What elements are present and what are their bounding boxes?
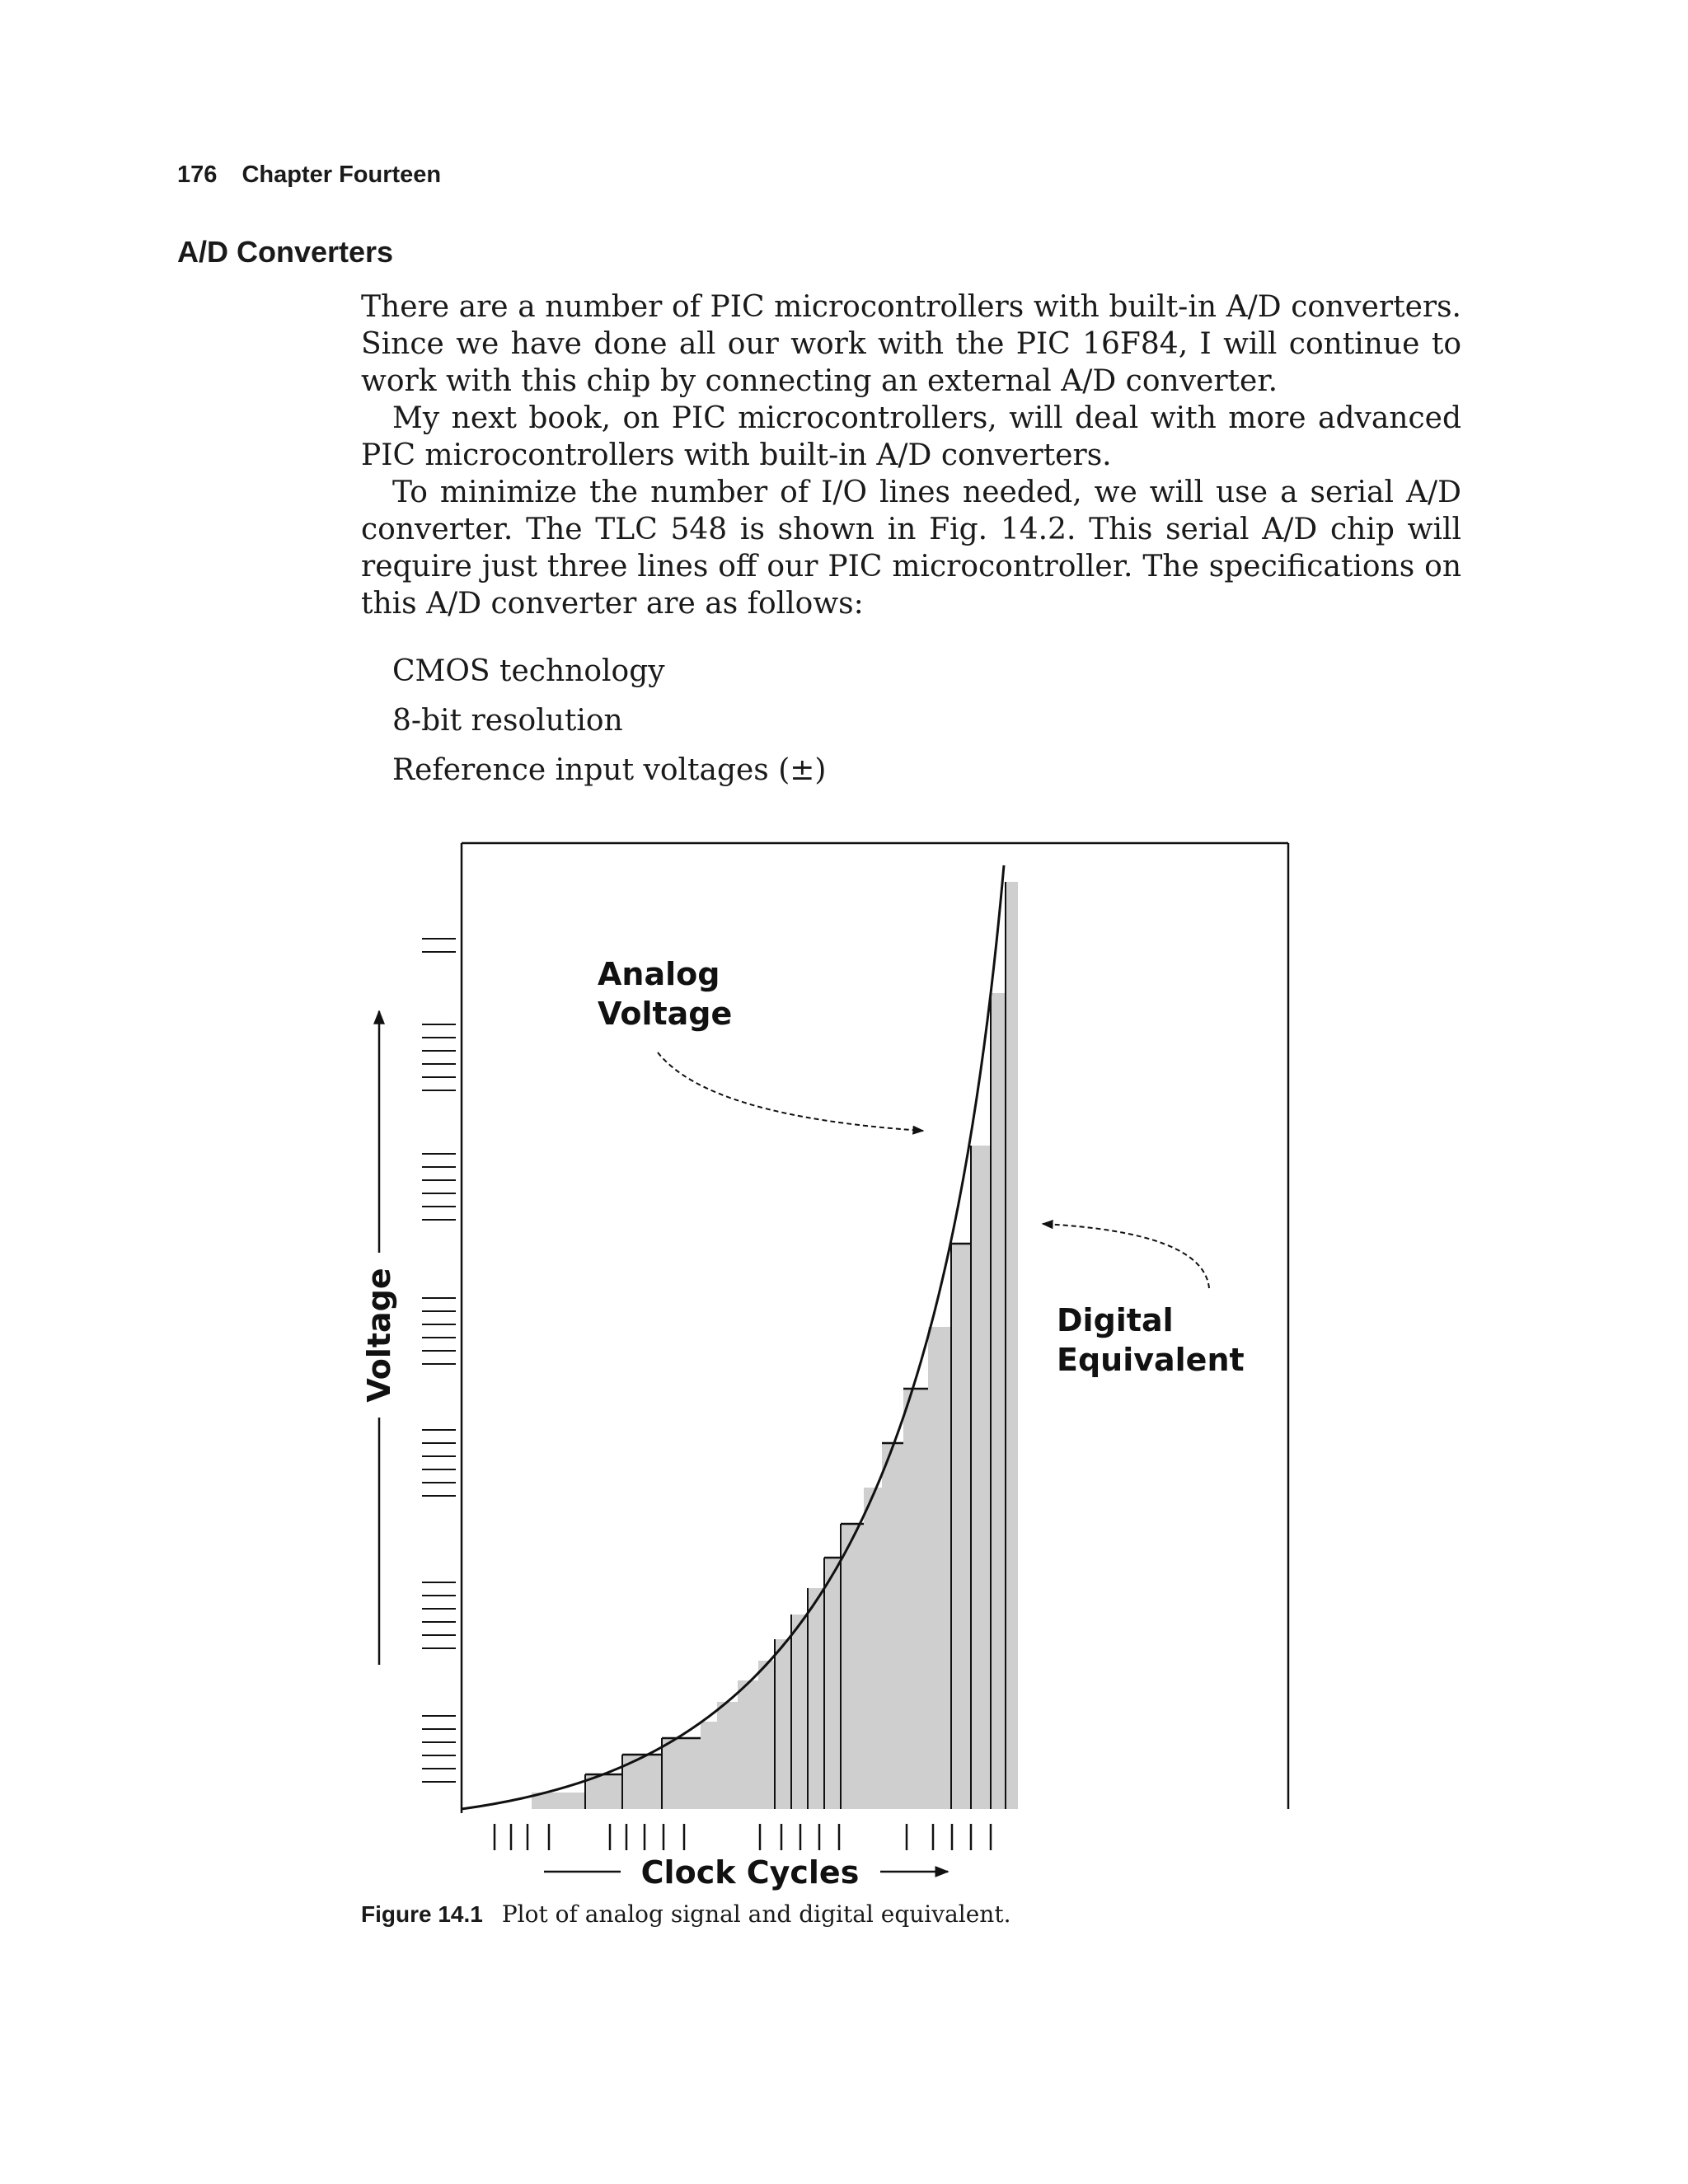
y-axis-label: Voltage <box>361 1268 397 1403</box>
digital-pointer-arrow <box>1043 1224 1209 1288</box>
paragraph-3: To minimize the number of I/O lines needed, we will use a serial A/D converter. The TLC 548 is shown in Fig. 14.2. This serial A/D chip will require just three lines off our PIC microcontroller. The specifications on this A/D converter are as follows: <box>361 476 1461 621</box>
digital-equivalent-label-line2: Equivalent <box>1057 1342 1245 1378</box>
spec-item: CMOS technology <box>392 654 665 688</box>
x-axis-label: Clock Cycles <box>640 1854 860 1891</box>
figure-caption <box>361 1900 1010 1929</box>
section-title: A/D Converters <box>177 235 394 269</box>
spec-item: Reference input voltages (±) <box>392 753 827 787</box>
body-text <box>361 288 1461 622</box>
analog-voltage-label-line1: Analog <box>598 956 720 992</box>
y-axis-ticks <box>422 939 456 1782</box>
running-head <box>177 162 441 189</box>
caption-text: Plot of analog signal and digital equivalent. <box>501 1900 1011 1928</box>
x-axis-ticks <box>495 1824 991 1850</box>
spec-list <box>392 647 826 795</box>
caption-label: Figure 14.1 <box>361 1901 483 1927</box>
paragraph-2: My next book, on PIC microcontrollers, will deal with more advanced PIC microcontrollers with built-in A/D converters. <box>361 401 1461 472</box>
analog-pointer-arrow <box>658 1052 923 1131</box>
chapter-title: Chapter Fourteen <box>241 162 442 188</box>
figure-analog-digital <box>346 837 1311 1900</box>
analog-voltage-label-line2: Voltage <box>598 996 733 1032</box>
page-number: 176 <box>177 162 218 188</box>
spec-item: 8-bit resolution <box>392 704 623 738</box>
paragraph-1: There are a number of PIC microcontrollers with built-in A/D converters. Since we have done all our work with the PIC 16F84, I will continue to work with this chip by connecting an external A/D converter. <box>361 290 1461 398</box>
digital-equivalent-label-line1: Digital <box>1057 1302 1174 1338</box>
